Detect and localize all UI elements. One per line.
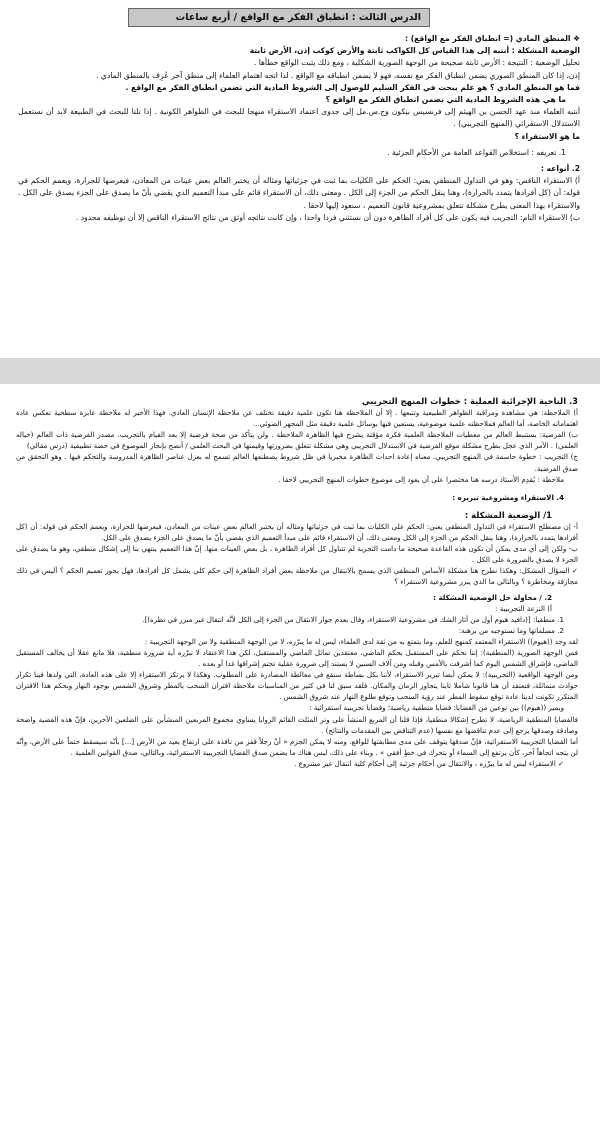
paragraph-line: فما هو المنطق المادي ؟ هو علم يبحث في الفكر السليم للوصول إلى الشروط المادية التي تضمن انطباق الفكر مع الواقع . (125, 82, 580, 92)
paragraph-line: لقد وجد ((هيوم)) الاستقراء المعتمد كمنهج للعلم، وما يتمتع به من ثقة لدى العلماء، ليس له ما يبرّره، لا من الوجهة المنطقية ولا من الوجهة التجريبية : (144, 636, 578, 646)
lesson-page-2 (0, 384, 600, 1138)
paragraph-line: 1/ الوضعية المشكلة : (464, 509, 552, 520)
paragraph-line: ملاحظة : يُقدِم الأستاذ درسه هنا مختصرا على أن يعود إلى موضوع خطوات المنهج التجريبي لاحقا . (278, 474, 564, 484)
paragraph-line: أ) النزعة التجريبية : (495, 603, 552, 613)
paragraph-line: ومن الوجهة الواقعية (التجريبية): لا يمكن أيضا تبرير الاستقراء، لأننا بكل بساطة سنقع في مغالطة المصادرة على المطلوب. وهكذا لا يرتكز الاستقراء إلا على هذه العادة، التي ولدها فينا تكرار حوادث متماثلة، فنعتقد أن هنا قانونا شاملا ثابتا يتجاوز الزمان والمكان. فلقد سبق لنا في كثير من المناسبات ملاحظة اقتران السحب بالمطر وشروق الشمس بوجود النهار وبحكم هذا الاقتران المتكرر تكونت لدينا عادة توقع سقوط المطر عند رؤية السحب وتوقع طلوع النهار عند شروق الشمس . (16, 670, 578, 702)
paragraph-line: ✓ الاستقراء ليس له ما يبرّره ، والانتقال من أحكام جزئية إلى أحكام كلية انتقال غير مشروع . (294, 758, 564, 768)
paragraph-line: أما القضايا التجريبية الاستقرائية، فإنّ صدقها يتوقف على مدى مطابقتها للواقع. ومنه لا يمكن الجزم « أنّ رجلاً قفز من نافذة على ارتفاع بعيد من الأرض [...] بأنّه سيسقط حتماً على الأرض، وأنّه لن يتجه اتجاهاً آخر، كأن يرتفع إلى السماء أو يتحرك في خطٍ أفقي » . وبناء على ذلك، ليس هناك ما يضمن صدق القضايا التجريبية الاستقرائية، وبالتالي، صدق القوانين العلمية . (16, 736, 578, 757)
paragraph-line: ما هو الاستقراء ؟ (514, 131, 580, 141)
paragraph-line: أنتبه العلماء منذ عهد الحسن بن الهيثم إلى فرنسيس بيكون وج.س.مل إلى جدوى اعتماد الاستقراء منهجا للبحث في الظواهر الكونية . إذا تلتا للبحث في الطبيعة لابد أن نستعمل الاستدلال الاستقرائي (المنهج التجريبي) . (18, 107, 580, 129)
lesson-page-1 (0, 0, 600, 358)
lesson-title: الدرس الثالث : انطباق الفكر مع الواقع / أربع ساعات (128, 8, 430, 27)
paragraph-line: ✓ السؤال المشكل: وهكذا نطرح هنا مشكلة الأساس المنطقي الذي يسمح بالانتقال من ملاحظة بعض أفراد الظاهرة إلى حكم كلي يشمل كل أفرادها، فهل يجوز تعميم الحكم ؟ أليس في ذلك مجازفة ومخاطرة ؟ وبالتالي ما الذي يبرر مشروعية الاستقراء ؟ (16, 566, 578, 587)
paragraph-line: ويميز ((هيوم)) بين نوعين من القضايا: قضايا منطقية رياضية؛ وقضايا تجريبية استقرائية : (309, 703, 564, 713)
page-separator (0, 358, 600, 384)
page1-body (18, 33, 580, 224)
paragraph-line: 2. مسلماتها وما تستوجبه من برهنة: (458, 625, 564, 635)
paragraph-line: أ) الاستقراء الناقص: وهو في التداول المنطقي يعني: الحكم على الكليات بما ثبت في جزئياتها ومثاله أن يختبر العالم بعض عينات من المعادن، فيعرضها للحرارة، ويعمم الحكم في قوله: أن (كل أفرادها يتمدد بالحرارة)، وهنا ينقل الحكم من الجزء إلى الكل . ومعنى ذلك، أن الاستقراء قائم على مبدأ التعميم الذي يقضي بأنّ ما يصدق على الجزء يصدق على الكل . والاستقراء بهذا المعنى يطرح مشكلة تتعلق بمشروعية قانون التعميم ، سنعود إليها لاحقا . (18, 176, 580, 210)
paragraph-line: ب- ولكن إلى أي مدى يمكن أن تكون هذه القاعدة صحيحة ما دامت التجربة لم تتناول كل أفراد الظاهرة ، بل بعض العينات منها. إنّ هذا التعميم ينتهي بنا إلى إشكال منطقي، وهو ما يصدق على الجزء لا يصدق بالضرورة على الكل . (16, 544, 578, 565)
paragraph-line: 1. منطقيا: [(دافيد هيوم أول من أثار الشك في مشروعية الاستقراء، وقال بعدم جواز الانتقال من الجزء إلى الكل لأنّه انتقال غير مبرر في نظره)]. (142, 614, 564, 624)
paragraph-line: ❖ المنطق المادي (= انطباق الفكر مع الواقع) : (405, 34, 580, 43)
paragraph-line: 2. أنواعه : (540, 164, 580, 174)
paragraph-line: 1. تعريفه : استخلاص القواعد العامة من الأحكام الجزئية . (387, 147, 566, 157)
paragraph-line: إذن، إذا كان المنطق الصوري يضمن انطباق الفكر مع نفسه، فهو لا يضمن انطباقه مع الواقع . لذا اتجه اهتمام العلماء إلى منطق آخر عُرِف بالمنطق المادي . (96, 70, 580, 80)
paragraph-line: أ) الملاحظة: هي مشاهدة ومراقبة الظواهر الطبيعية وتتبعها . إلا أن الملاحظة هنا تكون علمية دقيقة تختلف عن ملاحظة الإنسان العادي. فهذا الأخير له ملاحظة عابرة سطحية تعكس عادة اهتماماته الخاصة، أما العالم فملاحظته علمية موضوعية، يستعين فيها بوسائل علمية دقيقة مثل المجهر الضوئي... (16, 408, 578, 429)
paragraph-line: فالقضايا المنطقية الرياضية، لا تطرح إشكالا منطقيا، فإذا قلنا أن المربع المنشأ على وتر المثلث القائم الزوايا يساوي مجموع المربعين المنشأين على الضلعين الآخرين، فإنّ هذه القضية واضحة وصادقة وصدقها يرجع إلى عدم تناقضها مع نفسها (عدم التناقض بين المقدمات والنتائج) . (16, 714, 578, 735)
paragraph-line: 2. / محاولة حل الوضعية المشكلة : (433, 592, 552, 602)
page2-body (16, 396, 578, 769)
paragraph-line: فمن الوجهة الصورية (المنطقية): إننا نحكم على المستقبل بحكم الماضي، معتقدين تماثل الماضي والمستقبل، لكن هذا الاعتقاد لا تبرّره أية ضرورة منطقية، فلا مانع عقلا أن يخالف المستقبل الماضي، فإشراق الشمس اليوم كما أشرقت بالأمس وقبله ومن آلاف السنين لا يستند إلى ضرورة عقلية تحتم إشراقها غدا أو بعده . (16, 647, 578, 669)
paragraph-line: ب) الاستقراء التام: التجريب فيه يكون على كل أفراد الظاهرة دون أن نستثني فردا واحدا ، وإن كانت نتائجه أوثق من نتائج الاستقراء الناقص إلا أن توظيفه محدود . (75, 212, 580, 222)
paragraph-line: الوضعية المشكلة : أنتبه إلى هذا القياس كل الكواكب ثابتة والأرض كوكب إذن، الأرض ثابتة (249, 46, 580, 56)
paragraph-line: أ- إن مصطلح الاستقراء في التداول المنطقي يعني: الحكم على الكليات بما ثبت في جزئياتها ومثاله أن يختبر العالم بعض عينات من المعادن، فيعرضها للحرارة، ويعمم الحكم في قوله: أن (كل أفرادها يتمدد بالحرارة)، وهنا ينقل الحكم من الجزء إلى الكل ومعنى ذلك، أن الاستقراء قائم على مبدأ التعميم الذي يقضي بأنّ ما يصدق على الجزء يصدق على الكل. (16, 521, 578, 543)
paragraph-line: ما هي هذه الشروط المادية التي تضمن انطباق الفكر مع الواقع ؟ (325, 95, 566, 105)
paragraph-line: 4. الاستقراء ومشروعية تبريره : (452, 492, 564, 502)
paragraph-line: 3. الناحية الإجرائية العملية : خطوات المنهج التجريبي (361, 396, 578, 406)
paragraph-line: تحليل الوضعية : النتيجة : الأرض ثابتة صحيحة من الوجهة الصورية الشكلية ، ومع ذلك يثبت الواقع خطأها . (253, 58, 580, 68)
paragraph-line: ب) الفرضية: يستنبط العالم من معطيات الملاحظة العلمية فكرة مؤقتة يشرح فيها الظاهرة الملاحظة . ولن يتأكد من صحة فرضية إلا بعد القيام بالتجريب. مصدر الفرضية ذات العالم (خياله العلمي) . الأمر الذي عجل بطرح مشكلة موقع الفرضية في الاستدلال التجريبي وهي مشكلة تتعلق بضرورتها وقيمتها في البحث العلمي / أنصح بإنجاز الموضوع في حصة تطبيقية (درس مقالي) (16, 430, 578, 451)
paragraph-line: ج) التجريب : خطوة حاسمة في المنهج التجريبي. معناه إعادة احداث الظاهرة مخبريا في ظل شروط يصطنعها العالم تسمح له بعزل عناصر الظاهرة المدروسة والتحكم فيها . وهو التحقق من صدق الفرضية. (16, 452, 578, 473)
